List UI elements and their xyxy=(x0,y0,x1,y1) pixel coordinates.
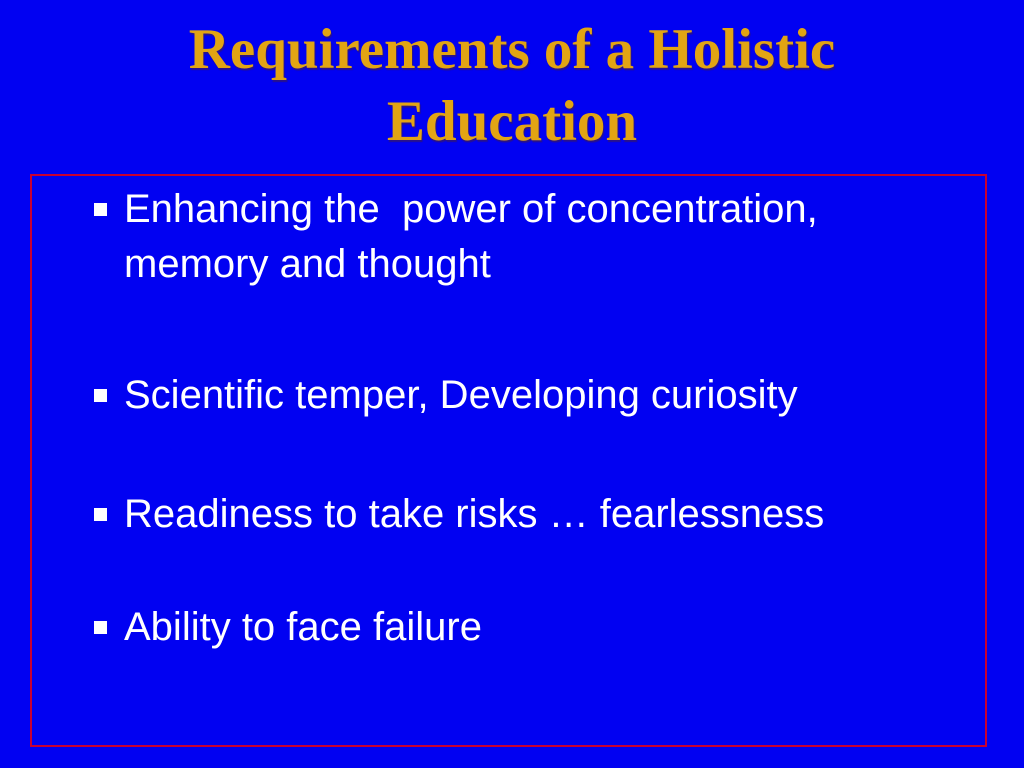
bullet-list xyxy=(32,176,985,655)
list-item xyxy=(94,600,955,655)
bullet-text: Scientific temper, Developing curiosity xyxy=(124,373,798,417)
slide-title xyxy=(0,14,1024,158)
list-item xyxy=(94,182,955,292)
list-item xyxy=(94,368,955,423)
slide-title-line-1: Requirements of a Holistic xyxy=(188,18,836,81)
slide-title-line-2: Education xyxy=(386,90,638,153)
bullet-text: Enhancing the power of concentration, memory and thought xyxy=(124,187,829,286)
square-bullet-icon xyxy=(94,508,107,521)
bullet-text: Readiness to take risks … fearlessness xyxy=(124,492,825,536)
list-item xyxy=(94,487,955,542)
square-bullet-icon xyxy=(94,621,107,634)
content-box xyxy=(30,174,987,747)
bullet-text: Ability to face failure xyxy=(124,605,482,649)
square-bullet-icon xyxy=(94,203,107,216)
square-bullet-icon xyxy=(94,389,107,402)
